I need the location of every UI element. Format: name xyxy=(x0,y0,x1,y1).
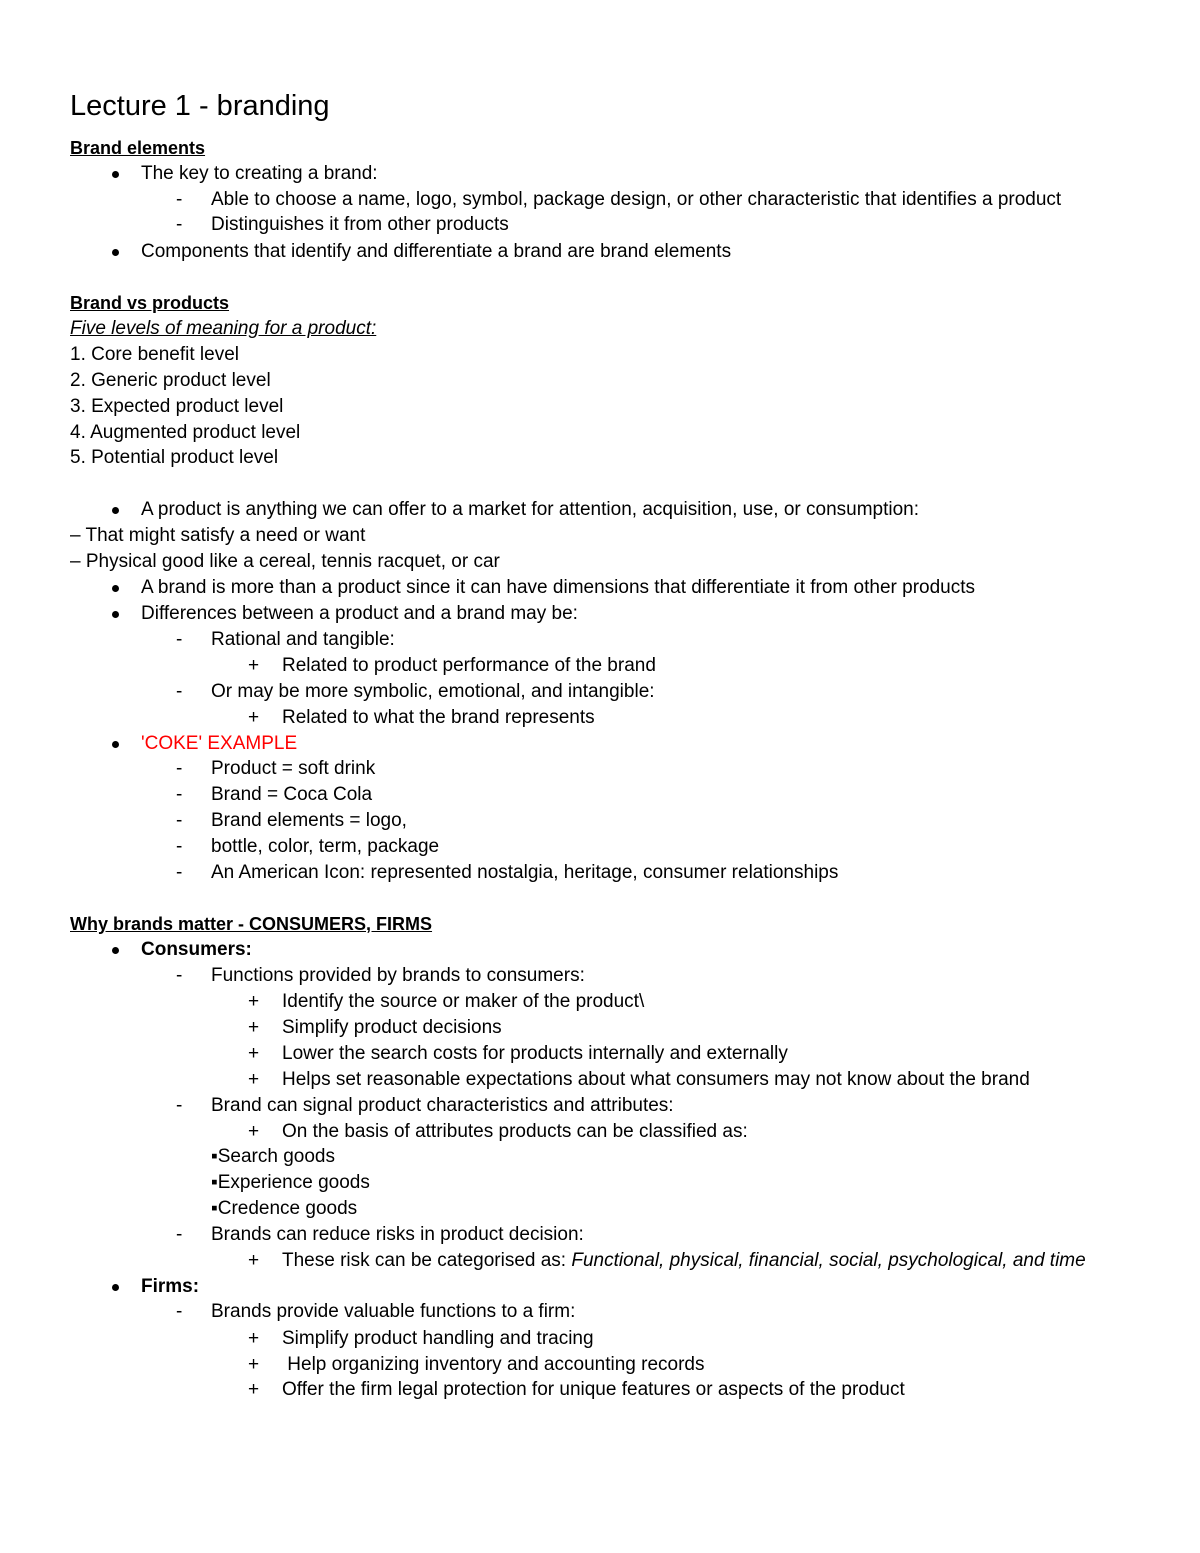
bullet-icon xyxy=(112,741,119,748)
plus-marker: + xyxy=(248,1250,260,1271)
dash-marker: - xyxy=(176,1095,183,1116)
list-item: On the basis of attributes products can be classified as: xyxy=(282,1121,748,1142)
list-item: – Physical good like a cereal, tennis racquet, or car xyxy=(70,551,500,572)
list-item: Functions provided by brands to consumers: xyxy=(211,965,585,986)
risk-intro: These risk can be categorised as: xyxy=(282,1250,572,1271)
list-item-risk-types xyxy=(282,1250,1086,1272)
level-item: 5. Potential product level xyxy=(70,447,279,468)
dash-marker: - xyxy=(176,681,183,702)
goods-item: ▪Credence goods xyxy=(211,1198,358,1219)
list-item: A brand is more than a product since it can have dimensions that differentiate it from other products xyxy=(141,577,975,598)
dash-marker: - xyxy=(176,1301,183,1322)
section-heading-brand-elements: Brand elements xyxy=(70,138,206,158)
list-item: Or may be more symbolic, emotional, and intangible: xyxy=(211,681,655,702)
section-heading-why-brands-matter: Why brands matter - CONSUMERS, FIRMS xyxy=(70,914,433,934)
dash-marker: - xyxy=(176,214,183,235)
level-item: 1. Core benefit level xyxy=(70,344,239,365)
firms-label: Firms: xyxy=(141,1276,200,1297)
plus-marker: + xyxy=(248,655,260,676)
list-item: Brands provide valuable functions to a firm: xyxy=(211,1301,576,1322)
goods-item: ▪Search goods xyxy=(211,1146,335,1167)
plus-marker: + xyxy=(248,1017,260,1038)
dash-marker: - xyxy=(176,1224,183,1245)
list-item: A product is anything we can offer to a market for attention, acquisition, use, or consumption: xyxy=(141,499,920,520)
bullet-icon xyxy=(112,507,119,514)
list-item: Brand = Coca Cola xyxy=(211,784,373,805)
plus-marker: + xyxy=(248,1069,260,1090)
list-item: Brand elements = logo, xyxy=(211,810,407,831)
plus-marker: + xyxy=(248,1328,260,1349)
list-item: Rational and tangible: xyxy=(211,629,395,650)
bullet-icon xyxy=(112,249,119,256)
bullet-icon xyxy=(112,585,119,592)
list-item: Help organizing inventory and accounting records xyxy=(282,1354,705,1375)
plus-marker: + xyxy=(248,707,260,728)
dash-marker: - xyxy=(176,629,183,650)
plus-marker: + xyxy=(248,991,260,1012)
list-item: Lower the search costs for products internally and externally xyxy=(282,1043,788,1064)
list-item: Able to choose a name, logo, symbol, package design, or other characteristic that identifies a product xyxy=(211,189,1062,210)
bullet-icon xyxy=(112,947,119,954)
dash-marker: - xyxy=(176,836,183,857)
subheading-five-levels: Five levels of meaning for a product: xyxy=(70,318,377,339)
plus-marker: + xyxy=(248,1354,260,1375)
list-item: Offer the firm legal protection for unique features or aspects of the product xyxy=(282,1379,905,1400)
list-item: Differences between a product and a brand may be: xyxy=(141,603,578,624)
list-item: Related to what the brand represents xyxy=(282,707,595,728)
plus-marker: + xyxy=(248,1043,260,1064)
dash-marker: - xyxy=(176,862,183,883)
list-item: Related to product performance of the brand xyxy=(282,655,656,676)
list-item: Brand can signal product characteristics and attributes: xyxy=(211,1095,674,1116)
consumers-label: Consumers: xyxy=(141,939,252,960)
plus-marker: + xyxy=(248,1121,260,1142)
list-item: Brands can reduce risks in product decision: xyxy=(211,1224,584,1245)
dash-marker: - xyxy=(176,189,183,210)
list-item: Components that identify and differentiate a brand are brand elements xyxy=(141,241,732,262)
level-item: 4. Augmented product level xyxy=(70,422,301,443)
list-item: The key to creating a brand: xyxy=(141,163,378,184)
section-heading-brand-vs-products: Brand vs products xyxy=(70,293,230,313)
list-item: Identify the source or maker of the product\ xyxy=(282,991,645,1012)
bullet-icon xyxy=(112,1284,119,1291)
list-item: Product = soft drink xyxy=(211,758,376,779)
list-item: Helps set reasonable expectations about what consumers may not know about the brand xyxy=(282,1069,1030,1090)
level-item: 3. Expected product level xyxy=(70,396,284,417)
list-item: An American Icon: represented nostalgia, heritage, consumer relationships xyxy=(211,862,839,883)
page-title: Lecture 1 - branding xyxy=(70,90,330,122)
plus-marker: + xyxy=(248,1379,260,1400)
level-item: 2. Generic product level xyxy=(70,370,271,391)
dash-marker: - xyxy=(176,784,183,805)
goods-item: ▪Experience goods xyxy=(211,1172,370,1193)
bullet-icon xyxy=(112,171,119,178)
risk-types: Functional, physical, financial, social, psychological, and time xyxy=(571,1250,1086,1271)
dash-marker: - xyxy=(176,965,183,986)
dash-marker: - xyxy=(176,758,183,779)
coke-example-label: 'COKE' EXAMPLE xyxy=(141,733,298,754)
dash-marker: - xyxy=(176,810,183,831)
list-item: Simplify product handling and tracing xyxy=(282,1328,594,1349)
list-item: Distinguishes it from other products xyxy=(211,214,509,235)
list-item: bottle, color, term, package xyxy=(211,836,440,857)
list-item: Simplify product decisions xyxy=(282,1017,502,1038)
bullet-icon xyxy=(112,611,119,618)
list-item: – That might satisfy a need or want xyxy=(70,525,366,546)
